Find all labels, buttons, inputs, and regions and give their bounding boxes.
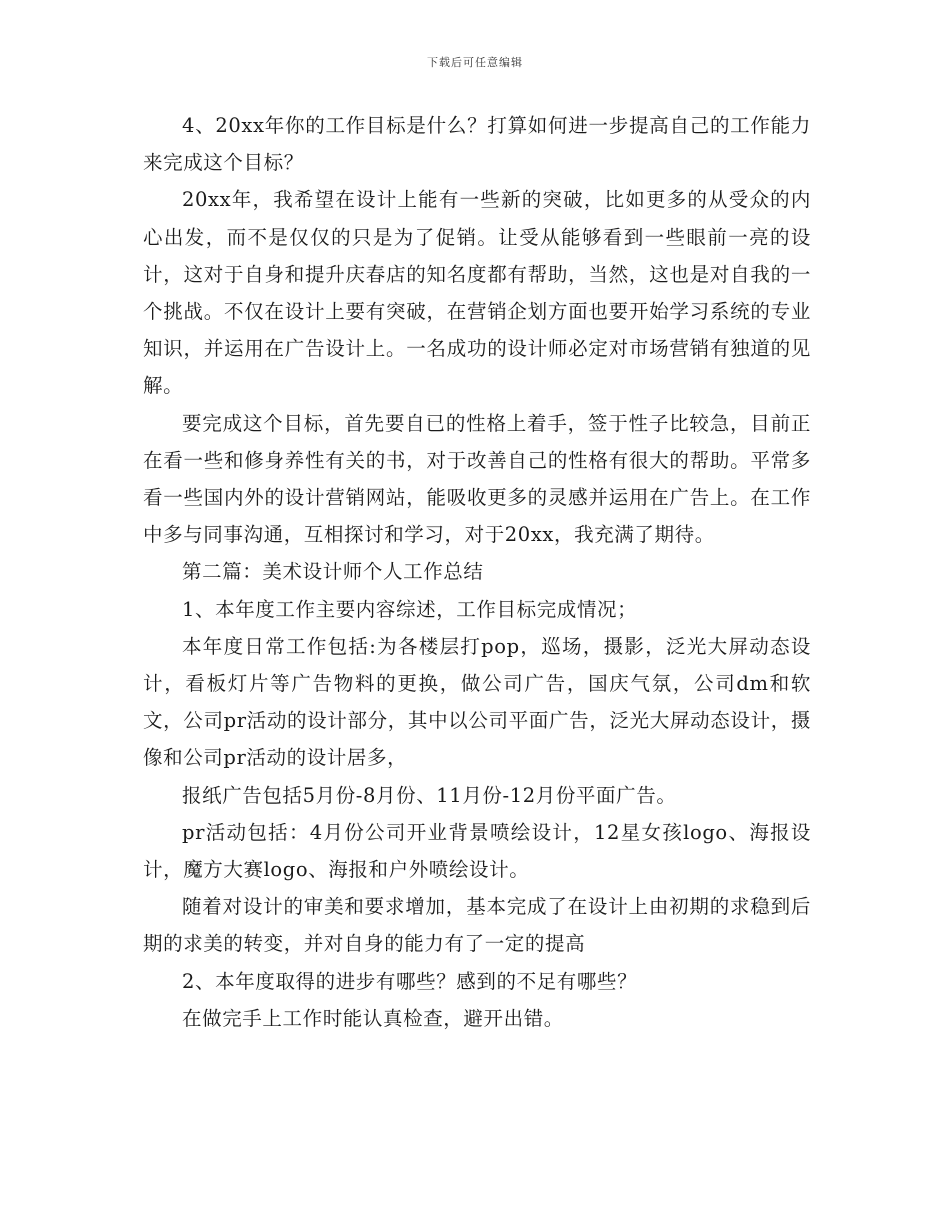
document-body bbox=[143, 107, 811, 1037]
section-title: 第二篇：美术设计师个人工作总结 bbox=[182, 560, 484, 584]
paragraph-goal-plan: 要完成这个目标，首先要自已的性格上着手，签于性子比较急，目前正在看一些和修身养性有关的书，对于改善自己的性格有很大的帮助。平常多看一些国内外的设计营销网站，能吸收更多的灵感并运用在广告上。在工作中多与同事沟通，互相探讨和学习，对于20xx，我充满了期待。 bbox=[143, 411, 811, 547]
page-header: 下载后可任意编辑 bbox=[427, 56, 523, 69]
paragraph-progress: 在做完手上工作时能认真检查，避开出错。 bbox=[182, 1006, 564, 1030]
paragraph-daily-work: 本年度日常工作包括:为各楼层打pop，巡场，摄影，泛光大屏动态设计，看板灯片等广告物料的更换，做公司广告，国庆气氛，公司dm和软文，公司pr活动的设计部分，其中以公司平面广告，泛光大屏动态设计，摄像和公司pr活动的设计居多， bbox=[143, 634, 811, 770]
paragraph-improvement: 随着对设计的审美和要求增加，基本完成了在设计上由初期的求稳到后期的求美的转变，并对自身的能力有了一定的提高 bbox=[143, 895, 811, 956]
paragraph-goal-answer: 20xx年，我希望在设计上能有一些新的突破，比如更多的从受众的内心出发，而不是仅仅的只是为了促销。让受从能够看到一些眼前一亮的设计，这对于自身和提升庆春店的知名度都有帮助，当然，这也是对自我的一个挑战。不仅在设计上要有突破，在营销企划方面也要开始学习系统的专业知识，并运用在广告设计上。一名成功的设计师必定对市场营销有独道的见解。 bbox=[143, 188, 811, 398]
paragraph-question-2: 2、本年度取得的进步有哪些？感到的不足有哪些？ bbox=[182, 969, 638, 993]
paragraph-newspaper-ads: 报纸广告包括5月份-8月份、11月份-12月份平面广告。 bbox=[182, 783, 677, 807]
paragraph-pr-activities: pr活动包括：4月份公司开业背景喷绘设计，12星女孩logo、海报设计，魔方大赛logo、海报和户外喷绘设计。 bbox=[143, 820, 811, 882]
paragraph-goal-question: 4、20xx年你的工作目标是什么？打算如何进一步提高自己的工作能力来完成这个目标？ bbox=[143, 114, 811, 175]
paragraph-question-1: 1、本年度工作主要内容综述，工作目标完成情况； bbox=[182, 597, 638, 621]
